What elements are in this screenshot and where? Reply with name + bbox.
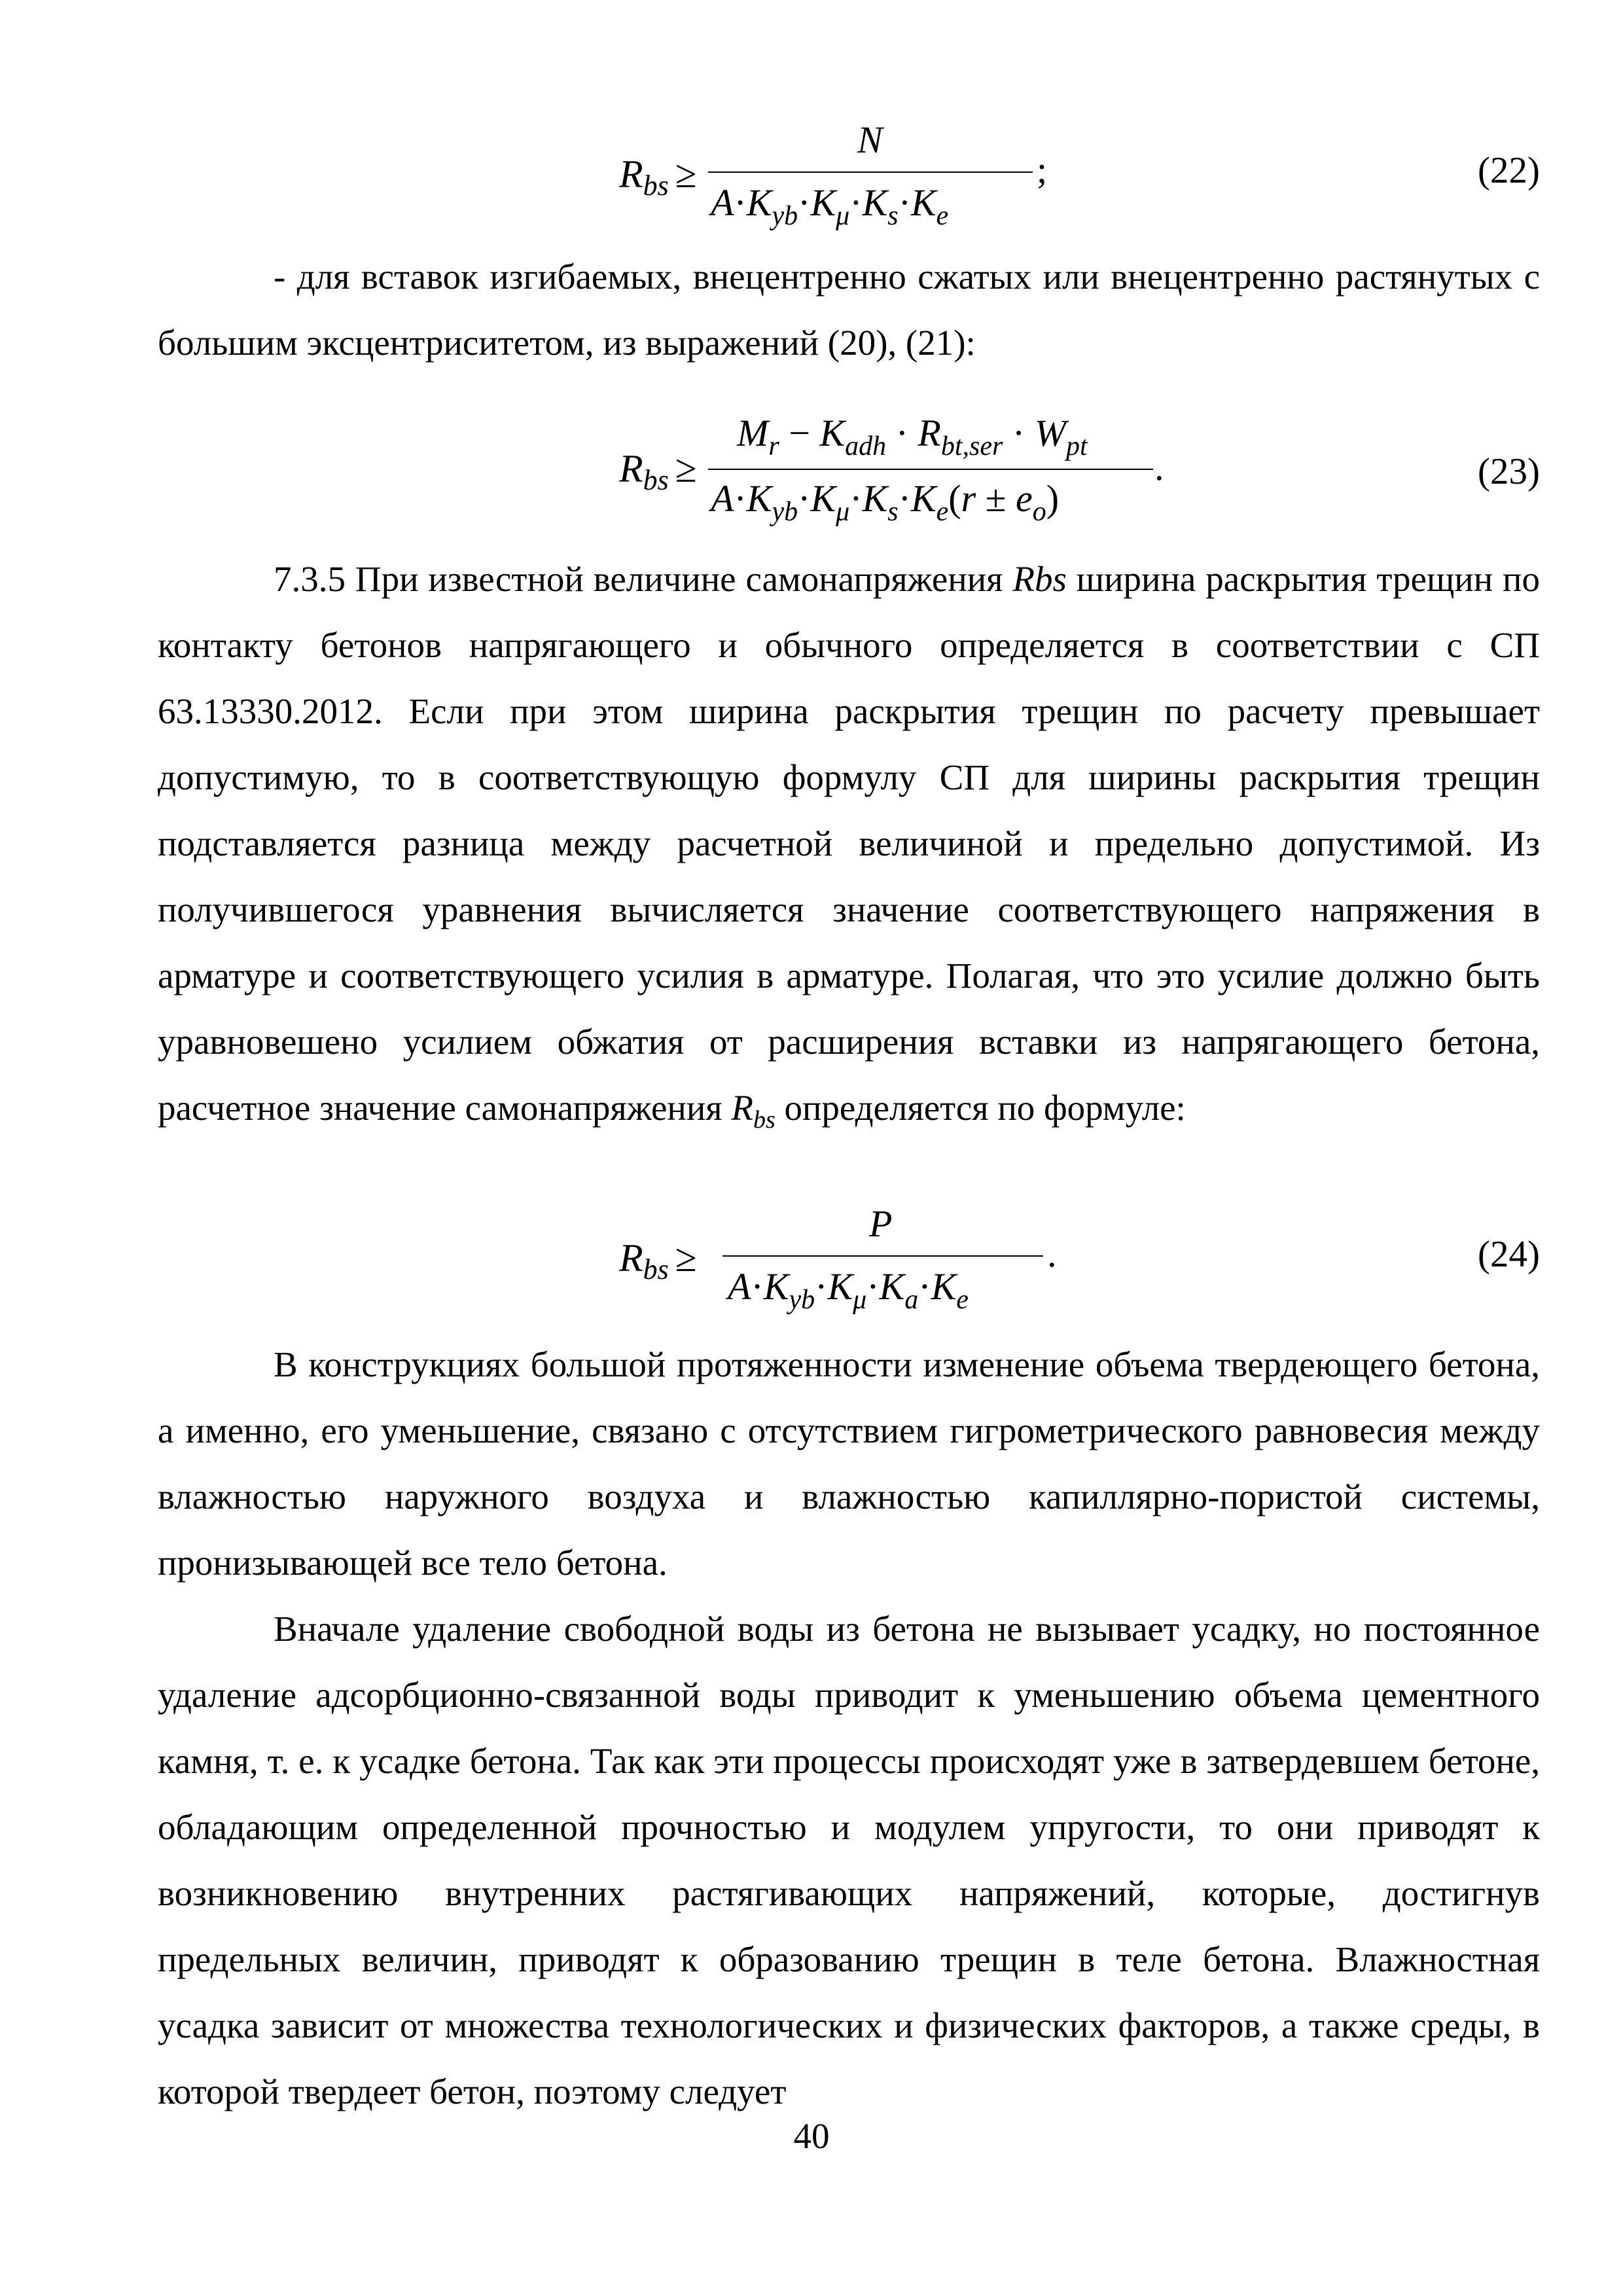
formula-lhs: $R_{bs}$ ≥: [619, 1236, 697, 1285]
fraction-bar: [722, 1255, 1043, 1257]
formula-23: [0, 406, 1623, 550]
formula-numerator: $M_r - K_{adh} \cdot R_{bt,ser} \cdot W_{pt}$: [737, 412, 1088, 461]
formula-22: [0, 111, 1623, 255]
formula-lhs: $R_{bs}$ ≥: [619, 152, 697, 202]
page-number: 40: [793, 2116, 830, 2156]
formula-punctuation: .: [1047, 1232, 1057, 1275]
paragraph: - для вставок изгибаемых, внецентренно сжатых или внецентренно растянутых с большим эксцентриситетом, из выражений (20), (21):: [158, 257, 1540, 363]
formula-denominator: $A\cdot K_{yb}\cdot K_\mu\cdot K_a\cdot K_e$: [728, 1265, 969, 1315]
formula-punctuation: ;: [1037, 149, 1048, 191]
paragraph: Вначале удаление свободной воды из бетона не вызывает усадку, но постоянное удаление адсорбционно-связанной воды приводит к уменьшению объема цементного камня, т. е. к усадке бетона. Так как эти процессы происходят уже в затвердевшем бетоне, обладающим определенной прочностью и модулем упругости, то они приводят к возникновению внутренних растягивающих напряжений, которые, достигнув предельных величин, приводят к образованию трещин в теле бетона. Влажностная усадка зависит от множества технологических и физических факторов, а также среды, в которой твердеет бетон, поэтому следует: [158, 1609, 1540, 2111]
paragraph: 7.3.5 При известной величине самонапряжения Rbs ширина раскрытия трещин по контакту бетонов напрягающего и обычного определяется в соответствии с СП 63.13330.2012. Если при этом ширина раскрытия трещин по расчету превышает допустимую, то в соответствующую формулу СП для ширины раскрытия трещин подставляется разница между расчетной величиной и предельно допустимой. Из получившегося уравнения вычисляется значение соответствующего напряжения в арматуре и соответствующего усилия в арматуре. Полагая, что это усилие должно быть уравновешено усилием обжатия от расширения вставки из напрягающего бетона, расчетное значение самонапряжения $R_{bs}$ определяется по формуле:: [158, 559, 1540, 1134]
equation-number: (22): [1478, 150, 1540, 191]
formula-24: [0, 1198, 1623, 1342]
formula-numerator: N: [857, 118, 883, 161]
equation-number: (24): [1478, 1234, 1540, 1275]
formula-numerator: P: [869, 1202, 893, 1245]
fraction-bar: [708, 469, 1153, 470]
formula-denominator: $A\cdot K_{yb}\cdot K_\mu\cdot K_s\cdot K_e$: [711, 181, 949, 231]
formula-punctuation: .: [1154, 446, 1164, 488]
formula-lhs: $R_{bs}$ ≥: [619, 447, 697, 496]
paragraph: В конструкциях большой протяженности изменение объема твердеющего бетона, а именно, его уменьшение, связано с отсутствием гигрометрического равновесия между влажностью наружного воздуха и влажностью капиллярно-пористой системы, пронизывающей все тело бетона.: [158, 1344, 1540, 1583]
equation-number: (23): [1478, 451, 1540, 492]
fraction-bar: [708, 171, 1033, 173]
formula-denominator: $A\cdot K_{yb}\cdot K_\mu\cdot K_s\cdot K_e(r \pm e_o)$: [711, 477, 1060, 527]
